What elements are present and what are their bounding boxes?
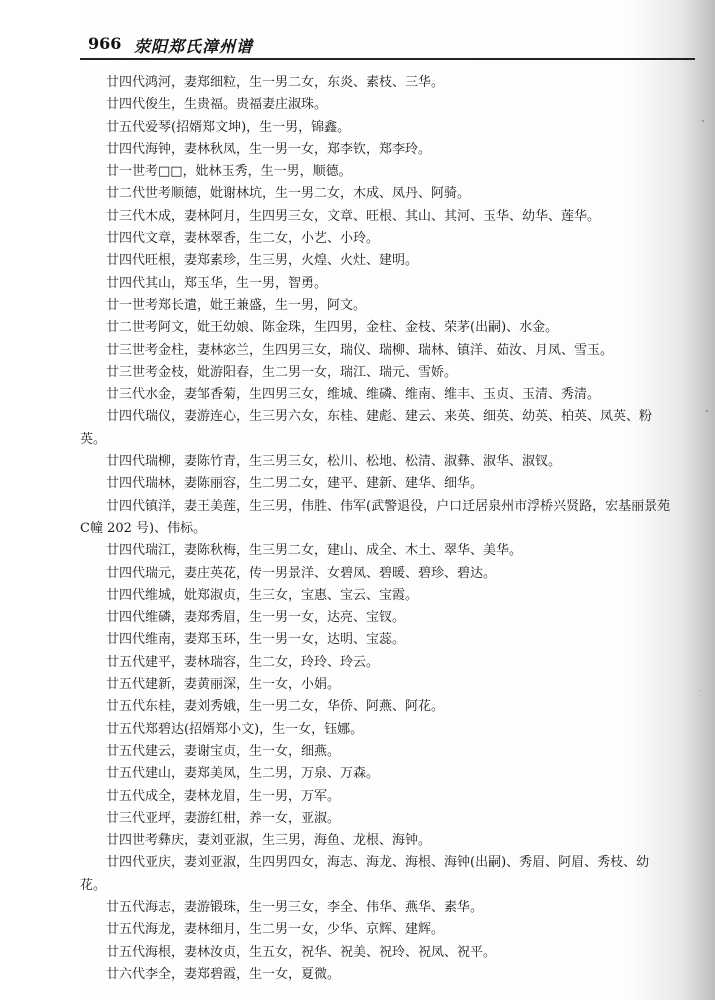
genealogy-text	[80, 72, 695, 986]
scan-speck	[706, 410, 708, 412]
genealogy-entry-line: 廿三世考金柱，妻林宓兰，生四男三女，瑞仪、瑞柳、瑞林、镇洋、茹汝、月凤、雪玉。	[106, 342, 614, 358]
genealogy-entry-line: 廿四代镇洋，妻王美莲，生三男，伟胜、伟军(武警退役，户口迁居泉州市浮桥兴贤路，宏基丽景苑	[106, 498, 671, 514]
genealogy-entry-line: 廿五代成全，妻林龙眉，生一男，万军。	[106, 788, 341, 804]
genealogy-entry-line: 廿四代维南，妻郑玉环，生一男一女，达明、宝蕊。	[106, 632, 406, 648]
genealogy-entry-line: 廿四代俊生，生贵福。贵福妻庄淑珠。	[106, 97, 328, 113]
genealogy-entry-line: 廿四代瑞仪，妻游连心，生三男六女，东桂、建彪、建云、来英、细英、幼英、柏英、凤英、粉	[106, 409, 653, 425]
genealogy-entry-line: 廿五代建新，妻黄丽深，生一女，小娟。	[106, 677, 341, 693]
genealogy-entry-line: 廿四代其山，郑玉华，生一男，智勇。	[106, 275, 328, 291]
genealogy-entry-line: 廿五代爱琴(招婿郑文坤)，生一男，锦鑫。	[106, 119, 351, 135]
entry-continuation-line: 英。	[80, 431, 107, 447]
genealogy-entry-line: 廿四代瑞元，妻庄英花，传一男景洋、女碧凤、碧暖、碧珍、碧达。	[106, 565, 497, 581]
genealogy-entry-line: 廿四代维磷，妻郑秀眉，生一男一女，达亮、宝钗。	[106, 610, 406, 626]
scan-speck	[702, 120, 704, 122]
genealogy-entry-line: 廿五代海志，妻游锻珠，生一男三女，李全、伟华、燕华、素华。	[106, 899, 484, 915]
genealogy-entry-line: 廿一世考郑长遣，妣王兼盛，生一男，阿文。	[106, 297, 367, 313]
genealogy-entry-line: 廿五代建平，妻林瑞容，生二女，玲玲、玲云。	[106, 654, 380, 670]
page-number: 966	[88, 34, 122, 53]
genealogy-entry-line: 廿四代瑞柳，妻陈竹青，生三男三女，松川、松地、松清、淑彝、淑华、淑钗。	[106, 454, 562, 470]
book-title: 荥阳郑氏漳州谱	[134, 37, 254, 56]
genealogy-entry-line: 廿六代李全，妻郑碧霞，生一女，夏微。	[106, 966, 341, 982]
genealogy-entry-line: 廿五代建云，妻谢宝贞，生一女，细燕。	[106, 743, 341, 759]
genealogy-entry-line: 廿四世考彝庆，妻刘亚淑，生三男，海鱼、龙根、海钟。	[106, 833, 432, 849]
header-rule	[80, 58, 695, 60]
genealogy-entry-line: 廿三代水金，妻邹香菊，生四男三女，维城、维磷、维南、维丰、玉贞、玉清、秀清。	[106, 387, 601, 403]
genealogy-entry-line: 廿四代鸿河，妻郑细粒，生一男二女，东炎、素枝、三华。	[106, 75, 445, 90]
genealogy-entry-line: 廿五代建山，妻郑美凤，生二男，万泉、万森。	[106, 766, 380, 782]
entry-continuation-line: C幢 202 号)、伟标。	[80, 520, 207, 536]
genealogy-entry-line: 廿五代海根，妻林汝贞，生五女，祝华、祝美、祝玲、祝凤、祝平。	[106, 944, 497, 960]
genealogy-entry-line: 廿二世考阿文，妣王幼娘、陈金珠，生四男，金柱、金枝、荣茅(出嗣)、水金。	[106, 320, 559, 336]
genealogy-entry-line: 廿三代亚坪，妻游红柑，养一女，亚淑。	[106, 810, 341, 826]
genealogy-entry-line: 廿三世考金枝，妣游阳春，生二男一女，瑞江、瑞元、雪娇。	[106, 364, 458, 380]
genealogy-entry-line: 廿四代文章，妻林翠香，生二女，小艺、小玲。	[106, 231, 380, 247]
genealogy-entry-line: 廿四代瑞林，妻陈丽容，生二男二女，建平、建新、建华、细华。	[106, 476, 484, 492]
genealogy-entry-line: 廿五代东桂，妻刘秀娥，生一男二女，华侨、阿燕、阿花。	[106, 699, 445, 715]
genealogy-entry-line: 廿四代瑞江，妻陈秋梅，生三男二女，建山、成全、木土、翠华、美华。	[106, 543, 523, 559]
genealogy-entry-line: 廿五代郑碧达(招婿郑小文)，生一女，钰娜。	[106, 721, 364, 737]
genealogy-entry-line: 廿四代旺根，妻郑素珍，生三男，火煌、火灶、建明。	[106, 253, 419, 269]
scan-speck	[700, 690, 701, 691]
genealogy-entry-line: 廿一世考□□，妣林玉秀，生一男，顺德。	[106, 164, 352, 180]
genealogy-entry-line: 廿二代世考顺德，妣谢林坑，生一男二女，木成、凤丹、阿骑。	[106, 186, 471, 202]
genealogy-entry-line: 廿四代维城，妣郑淑贞，生三女，宝惠、宝云、宝霞。	[106, 587, 419, 603]
genealogy-entry-line: 廿三代木成，妻林阿月，生四男三女，文章、旺根、其山、其河、玉华、幼华、莲华。	[106, 208, 601, 224]
genealogy-entry-line: 廿四代亚庆，妻刘亚淑，生四男四女，海志、海龙、海根、海钟(出嗣)、秀眉、阿眉、秀枝、幼	[106, 855, 650, 871]
page-header	[88, 34, 688, 60]
genealogy-entry-line: 廿五代海龙，妻林细月，生二男一女，少华、京辉、建辉。	[106, 922, 445, 938]
genealogy-entry-line: 廿四代海钟，妻林秋凤，生一男一女，郑李钦，郑李玲。	[106, 141, 432, 157]
entry-continuation-line: 花。	[80, 877, 107, 893]
